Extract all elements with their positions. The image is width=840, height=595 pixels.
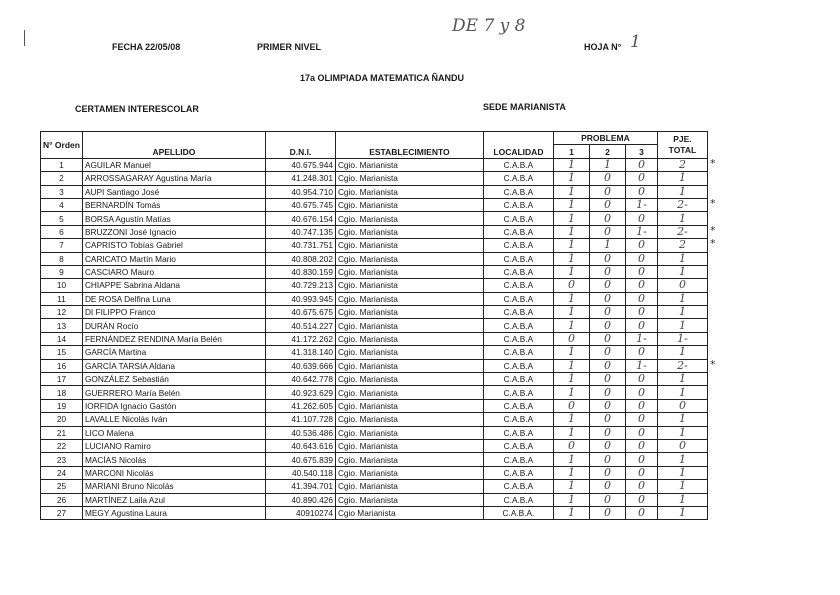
name-cell: FERNÁNDEZ RENDINA María Belén — [82, 332, 265, 345]
name-cell: GONZÁLEZ Sebastián — [82, 373, 265, 386]
problem-3-cell: 0 — [625, 319, 657, 332]
order-cell: 1 — [41, 158, 83, 171]
dni-cell: 41.248.301 — [265, 172, 335, 185]
problem-3-cell: 0 — [625, 265, 657, 278]
problem-1-cell: 1 — [553, 252, 589, 265]
total-cell: 1 — [657, 373, 707, 386]
problem-1-cell: 1 — [553, 265, 589, 278]
certamen-label: CERTAMEN INTERESCOLAR — [75, 104, 199, 114]
school-cell: Cgio. Marianista — [335, 413, 483, 426]
dni-cell: 40.639.666 — [265, 359, 335, 372]
sede-label: SEDE MARIANISTA — [483, 102, 566, 112]
col-localidad: LOCALIDAD — [483, 132, 553, 159]
order-cell: 23 — [41, 453, 83, 466]
order-cell: 5 — [41, 212, 83, 225]
dni-cell: 40.830.159 — [265, 265, 335, 278]
locality-cell: C.A.B.A — [483, 466, 553, 479]
dni-cell: 40.642.778 — [265, 373, 335, 386]
order-cell: 6 — [41, 225, 83, 238]
asterisk-mark: * — [710, 237, 716, 250]
table-row — [41, 413, 708, 426]
problem-2-cell: 0 — [589, 265, 625, 278]
school-cell: Cgio. Marianista — [335, 292, 483, 305]
problem-1-cell: 1 — [553, 292, 589, 305]
col-orden: N° Orden — [41, 132, 83, 159]
name-cell: MEGY Agustina Laura — [82, 506, 265, 519]
total-cell: 1 — [657, 172, 707, 185]
locality-cell: C.A.B.A — [483, 172, 553, 185]
total-cell: 1 — [657, 265, 707, 278]
problem-1-cell: 1 — [553, 453, 589, 466]
total-cell: 2- — [657, 225, 707, 238]
order-cell: 7 — [41, 239, 83, 252]
name-cell: IORFIDA Ignacio Gastón — [82, 399, 265, 412]
col-p1: 1 — [553, 145, 589, 158]
asterisk-mark: * — [710, 224, 716, 237]
problem-2-cell: 0 — [589, 426, 625, 439]
table-row — [41, 506, 708, 519]
problem-1-cell: 1 — [553, 480, 589, 493]
problem-1-cell: 1 — [553, 198, 589, 211]
table-row — [41, 265, 708, 278]
name-cell: MARTÍNEZ Laila Azul — [82, 493, 265, 506]
locality-cell: C.A.B.A — [483, 185, 553, 198]
name-cell: LUCIANO Ramiro — [82, 439, 265, 452]
table-row — [41, 239, 708, 252]
school-cell: Cgio. Marianista — [335, 252, 483, 265]
problem-3-cell: 0 — [625, 399, 657, 412]
school-cell: Cgio. Marianista — [335, 265, 483, 278]
problem-2-cell: 0 — [589, 172, 625, 185]
school-cell: Cgio. Marianista — [335, 158, 483, 171]
school-cell: Cgio. Marianista — [335, 466, 483, 479]
dni-cell: 40.540.118 — [265, 466, 335, 479]
dni-cell: 40910274 — [265, 506, 335, 519]
locality-cell: C.A.B.A — [483, 198, 553, 211]
problem-3-cell: 1- — [625, 225, 657, 238]
problem-2-cell: 0 — [589, 198, 625, 211]
problem-3-cell: 0 — [625, 373, 657, 386]
problem-3-cell: 0 — [625, 292, 657, 305]
dni-cell: 40.731.751 — [265, 239, 335, 252]
problem-3-cell: 0 — [625, 279, 657, 292]
results-table — [40, 131, 708, 520]
school-cell: Cgio. Marianista — [335, 399, 483, 412]
problem-2-cell: 0 — [589, 373, 625, 386]
school-cell: Cgio. Marianista — [335, 439, 483, 452]
problem-2-cell: 0 — [589, 225, 625, 238]
total-cell: 0 — [657, 279, 707, 292]
total-cell: 1 — [657, 212, 707, 225]
school-cell: Cgio. Marianista — [335, 332, 483, 345]
problem-2-cell: 0 — [589, 319, 625, 332]
order-cell: 24 — [41, 466, 83, 479]
order-cell: 22 — [41, 439, 83, 452]
col-dni: D.N.I. — [265, 132, 335, 159]
problem-1-cell: 1 — [553, 466, 589, 479]
total-cell: 1 — [657, 252, 707, 265]
school-cell: Cgio. Marianista — [335, 426, 483, 439]
name-cell: CASCIARO Mauro — [82, 265, 265, 278]
name-cell: LICO Malena — [82, 426, 265, 439]
handwritten-note: DE 7 y 8 — [452, 16, 526, 36]
problem-3-cell: 0 — [625, 506, 657, 519]
total-cell: 2 — [657, 158, 707, 171]
problem-3-cell: 1- — [625, 198, 657, 211]
dni-cell: 41.172.262 — [265, 332, 335, 345]
order-cell: 17 — [41, 373, 83, 386]
dni-cell: 40.923.629 — [265, 386, 335, 399]
problem-1-cell: 1 — [553, 306, 589, 319]
total-cell: 1 — [657, 480, 707, 493]
problem-1-cell: 0 — [553, 399, 589, 412]
locality-cell: C.A.B.A — [483, 413, 553, 426]
problem-2-cell: 0 — [589, 386, 625, 399]
school-cell: Cgio. Marianista — [335, 212, 483, 225]
school-cell: Cgio. Marianista — [335, 172, 483, 185]
total-cell: 2 — [657, 239, 707, 252]
table-row — [41, 292, 708, 305]
dni-cell: 40.676.154 — [265, 212, 335, 225]
problem-3-cell: 0 — [625, 453, 657, 466]
problem-2-cell: 0 — [589, 493, 625, 506]
problem-3-cell: 0 — [625, 306, 657, 319]
school-cell: Cgio. Marianista — [335, 279, 483, 292]
school-cell: Cgio. Marianista — [335, 359, 483, 372]
name-cell: BORSA Agustín Matías — [82, 212, 265, 225]
total-cell: 1- — [657, 332, 707, 345]
total-cell: 1 — [657, 386, 707, 399]
problem-3-cell: 1- — [625, 332, 657, 345]
table-row — [41, 426, 708, 439]
school-cell: Cgio. Marianista — [335, 198, 483, 211]
order-cell: 16 — [41, 359, 83, 372]
total-cell: 1 — [657, 306, 707, 319]
school-cell: Cgio. Marianista — [335, 346, 483, 359]
problem-2-cell: 0 — [589, 185, 625, 198]
dni-cell: 41.394.701 — [265, 480, 335, 493]
school-cell: Cgio. Marianista — [335, 185, 483, 198]
dni-cell: 40.675.839 — [265, 453, 335, 466]
table-row — [41, 453, 708, 466]
locality-cell: C.A.B.A — [483, 373, 553, 386]
dni-cell: 40.675.944 — [265, 158, 335, 171]
order-cell: 4 — [41, 198, 83, 211]
school-cell: Cgio. Marianista — [335, 306, 483, 319]
problem-1-cell: 0 — [553, 439, 589, 452]
total-cell: 0 — [657, 439, 707, 452]
order-cell: 21 — [41, 426, 83, 439]
school-cell: Cgio. Marianista — [335, 319, 483, 332]
dni-cell: 40.514.227 — [265, 319, 335, 332]
hoja-number: 1 — [630, 32, 641, 52]
problem-2-cell: 0 — [589, 399, 625, 412]
table-row — [41, 279, 708, 292]
dni-cell: 40.536.486 — [265, 426, 335, 439]
total-cell: 1 — [657, 346, 707, 359]
problem-3-cell: 0 — [625, 185, 657, 198]
dni-cell: 40.808.202 — [265, 252, 335, 265]
dni-cell: 40.729.213 — [265, 279, 335, 292]
problem-1-cell: 0 — [553, 332, 589, 345]
name-cell: DURÁN Rocío — [82, 319, 265, 332]
table-row — [41, 332, 708, 345]
dni-cell: 41.107.728 — [265, 413, 335, 426]
problem-3-cell: 0 — [625, 346, 657, 359]
locality-cell: C.A.B.A — [483, 158, 553, 171]
problem-3-cell: 0 — [625, 158, 657, 171]
name-cell: BERNARDÍN Tomás — [82, 198, 265, 211]
problem-2-cell: 1 — [589, 158, 625, 171]
order-cell: 11 — [41, 292, 83, 305]
asterisk-mark: * — [710, 197, 716, 210]
locality-cell: C.A.B.A. — [483, 506, 553, 519]
total-cell: 1 — [657, 292, 707, 305]
order-cell: 14 — [41, 332, 83, 345]
problem-1-cell: 1 — [553, 386, 589, 399]
name-cell: AGUILAR Manuel — [82, 158, 265, 171]
problem-1-cell: 1 — [553, 225, 589, 238]
table-row — [41, 480, 708, 493]
name-cell: GUERRERO María Belén — [82, 386, 265, 399]
name-cell: MACÍAS Nicolás — [82, 453, 265, 466]
order-cell: 20 — [41, 413, 83, 426]
col-p2: 2 — [589, 145, 625, 158]
order-cell: 8 — [41, 252, 83, 265]
dni-cell: 40.675.675 — [265, 306, 335, 319]
col-problema: PROBLEMA — [553, 132, 657, 145]
table-row — [41, 306, 708, 319]
problem-1-cell: 1 — [553, 426, 589, 439]
problem-3-cell: 1- — [625, 359, 657, 372]
problem-2-cell: 0 — [589, 413, 625, 426]
problem-3-cell: 0 — [625, 493, 657, 506]
locality-cell: C.A.B.A — [483, 386, 553, 399]
problem-3-cell: 0 — [625, 386, 657, 399]
problem-2-cell: 0 — [589, 506, 625, 519]
name-cell: CHIAPPE Sabrina Aldana — [82, 279, 265, 292]
name-cell: MARCONI Nicolás — [82, 466, 265, 479]
order-cell: 18 — [41, 386, 83, 399]
order-cell: 9 — [41, 265, 83, 278]
problem-2-cell: 0 — [589, 466, 625, 479]
problem-3-cell: 0 — [625, 239, 657, 252]
name-cell: CAPRISTO Tobías Gabriel — [82, 239, 265, 252]
locality-cell: C.A.B.A — [483, 306, 553, 319]
problem-1-cell: 1 — [553, 373, 589, 386]
locality-cell: C.A.B.A — [483, 332, 553, 345]
table-row — [41, 158, 708, 171]
table-row — [41, 212, 708, 225]
problem-1-cell: 1 — [553, 493, 589, 506]
problem-2-cell: 0 — [589, 332, 625, 345]
total-cell: 1 — [657, 413, 707, 426]
name-cell: DI FILIPPO Franco — [82, 306, 265, 319]
school-cell: Cgio. Marianista — [335, 239, 483, 252]
table-row — [41, 439, 708, 452]
order-cell: 10 — [41, 279, 83, 292]
locality-cell: C.A.B.A — [483, 225, 553, 238]
problem-3-cell: 0 — [625, 466, 657, 479]
problem-1-cell: 1 — [553, 172, 589, 185]
locality-cell: C.A.B.A — [483, 439, 553, 452]
asterisk-mark: * — [710, 157, 716, 170]
name-cell: ARROSSAGARAY Agustina María — [82, 172, 265, 185]
order-cell: 15 — [41, 346, 83, 359]
problem-3-cell: 0 — [625, 413, 657, 426]
locality-cell: C.A.B.A — [483, 212, 553, 225]
table-row — [41, 373, 708, 386]
order-cell: 3 — [41, 185, 83, 198]
order-cell: 26 — [41, 493, 83, 506]
table-row — [41, 198, 708, 211]
total-cell: 1 — [657, 319, 707, 332]
problem-1-cell: 0 — [553, 279, 589, 292]
table-row — [41, 386, 708, 399]
locality-cell: C.A.B.A — [483, 265, 553, 278]
order-cell: 19 — [41, 399, 83, 412]
problem-1-cell: 1 — [553, 212, 589, 225]
col-apellido: APELLIDO — [82, 132, 265, 159]
asterisk-mark: * — [710, 358, 716, 371]
problem-1-cell: 1 — [553, 158, 589, 171]
problem-3-cell: 0 — [625, 252, 657, 265]
table-row — [41, 225, 708, 238]
name-cell: LAVALLE Nicolás Iván — [82, 413, 265, 426]
problem-3-cell: 0 — [625, 426, 657, 439]
table-row — [41, 466, 708, 479]
problem-1-cell: 1 — [553, 346, 589, 359]
total-cell: 1 — [657, 185, 707, 198]
total-cell: 0 — [657, 399, 707, 412]
scan-edge-mark — [24, 30, 25, 46]
locality-cell: C.A.B.A — [483, 279, 553, 292]
school-cell: Cgio. Marianista — [335, 373, 483, 386]
problem-1-cell: 1 — [553, 359, 589, 372]
problem-2-cell: 0 — [589, 212, 625, 225]
table-row — [41, 346, 708, 359]
dni-cell: 40.890.426 — [265, 493, 335, 506]
total-cell: 1 — [657, 453, 707, 466]
order-cell: 27 — [41, 506, 83, 519]
table-row — [41, 493, 708, 506]
problem-2-cell: 0 — [589, 292, 625, 305]
problem-1-cell: 1 — [553, 413, 589, 426]
school-cell: Cgio. Marianista — [335, 453, 483, 466]
problem-2-cell: 0 — [589, 439, 625, 452]
hoja-label: HOJA N° — [584, 42, 622, 52]
total-cell: 1 — [657, 426, 707, 439]
name-cell: DE ROSA Delfina Luna — [82, 292, 265, 305]
problem-2-cell: 0 — [589, 359, 625, 372]
fecha-label: FECHA 22/05/08 — [112, 42, 181, 52]
name-cell: MARIANI Bruno Nicolás — [82, 480, 265, 493]
problem-3-cell: 0 — [625, 480, 657, 493]
dni-cell: 40.954.710 — [265, 185, 335, 198]
order-cell: 12 — [41, 306, 83, 319]
problem-3-cell: 0 — [625, 439, 657, 452]
problem-2-cell: 0 — [589, 453, 625, 466]
name-cell: CARICATO Martín Mario — [82, 252, 265, 265]
order-cell: 25 — [41, 480, 83, 493]
name-cell: GARCÍA Martina — [82, 346, 265, 359]
dni-cell: 41.262.605 — [265, 399, 335, 412]
school-cell: Cgio. Marianista — [335, 225, 483, 238]
table-row — [41, 399, 708, 412]
name-cell: AUPI Santiago José — [82, 185, 265, 198]
locality-cell: C.A.B.A — [483, 399, 553, 412]
problem-2-cell: 1 — [589, 239, 625, 252]
locality-cell: C.A.B.A — [483, 346, 553, 359]
total-cell: 2- — [657, 198, 707, 211]
total-cell: 2- — [657, 359, 707, 372]
nivel-label: PRIMER NIVEL — [257, 42, 322, 52]
school-cell: Cgio. Marianista — [335, 480, 483, 493]
locality-cell: C.A.B.A — [483, 453, 553, 466]
table-row — [41, 252, 708, 265]
locality-cell: C.A.B.A — [483, 359, 553, 372]
page-title: 17a OLIMPIADA MATEMATICA ÑANDU — [300, 73, 464, 83]
problem-3-cell: 0 — [625, 212, 657, 225]
order-cell: 2 — [41, 172, 83, 185]
school-cell: Cgio Marianista — [335, 506, 483, 519]
school-cell: Cgio. Marianista — [335, 386, 483, 399]
locality-cell: C.A.B.A — [483, 426, 553, 439]
total-cell: 1 — [657, 506, 707, 519]
problem-1-cell: 1 — [553, 506, 589, 519]
school-cell: Cgio. Marianista — [335, 493, 483, 506]
dni-cell: 40.675.745 — [265, 198, 335, 211]
dni-cell: 40.993.945 — [265, 292, 335, 305]
problem-3-cell: 0 — [625, 172, 657, 185]
col-total: PJE. TOTAL — [657, 132, 707, 159]
dni-cell: 40.643.616 — [265, 439, 335, 452]
table-row — [41, 185, 708, 198]
order-cell: 13 — [41, 319, 83, 332]
dni-cell: 40.747.135 — [265, 225, 335, 238]
locality-cell: C.A.B.A — [483, 319, 553, 332]
problem-2-cell: 0 — [589, 306, 625, 319]
problem-1-cell: 1 — [553, 239, 589, 252]
problem-2-cell: 0 — [589, 279, 625, 292]
col-p3: 3 — [625, 145, 657, 158]
problem-1-cell: 1 — [553, 185, 589, 198]
table-row — [41, 359, 708, 372]
problem-2-cell: 0 — [589, 346, 625, 359]
table-row — [41, 172, 708, 185]
total-cell: 1 — [657, 493, 707, 506]
locality-cell: C.A.B.A — [483, 480, 553, 493]
locality-cell: C.A.B.A — [483, 493, 553, 506]
dni-cell: 41.318.140 — [265, 346, 335, 359]
problem-2-cell: 0 — [589, 480, 625, 493]
locality-cell: C.A.B.A — [483, 239, 553, 252]
table-row — [41, 319, 708, 332]
problem-1-cell: 1 — [553, 319, 589, 332]
total-cell: 1 — [657, 466, 707, 479]
name-cell: BRUZZONI José Ignacio — [82, 225, 265, 238]
problem-2-cell: 0 — [589, 252, 625, 265]
locality-cell: C.A.B.A — [483, 292, 553, 305]
col-establecimiento: ESTABLECIMIENTO — [335, 132, 483, 159]
name-cell: GARCÍA TARSIA Aldana — [82, 359, 265, 372]
locality-cell: C.A.B.A — [483, 252, 553, 265]
